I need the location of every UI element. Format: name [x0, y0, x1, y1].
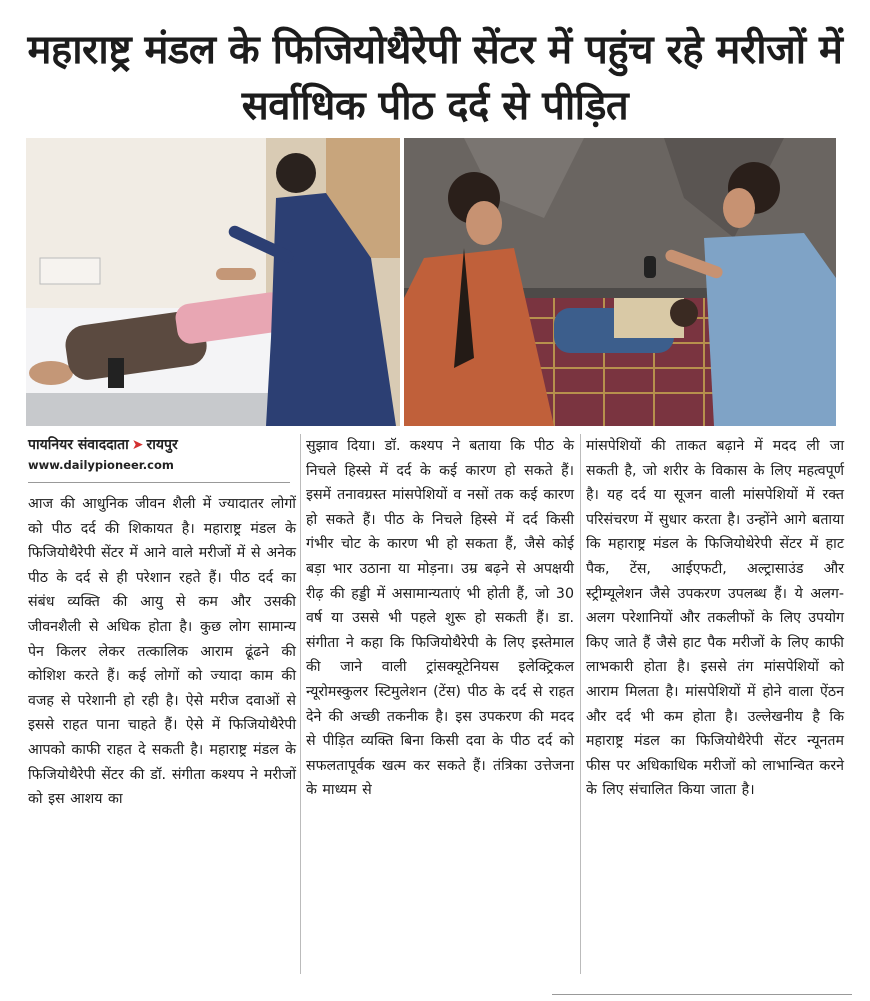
byline-arrow-icon: ➤ — [131, 437, 144, 453]
article-column-1: आज की आधुनिक जीवन शैली में ज्यादातर लोगों को पीठ दर्द की शिकायत है। महाराष्ट्र मंडल के फिजियोथैरेपी सेंटर में आने वाले मरीजों में से अनेक पीठ के दर्द से ही परेशान रहते हैं। पीठ दर्द का संबंध व्यक्ति की आयु से कम और उसकी जीवनशैली से अधिक होता है। कुछ लोग सामान्य पेन किलर लेकर तत्कालिक आराम ढूंढने की कोशिश करते हैं। कई लोगों को ज्यादा काम की वजह से परेशानी हो रही है। ऐसे मरीज दवाओं से इससे राहत पाना चाहते हैं। ऐसे में फिजियोथैरेपी आपको काफी राहत दे सकती है। महाराष्ट्र मंडल के फिजियोथैरेपी सेंटर की डॉ. संगीता कश्यप ने मरीजों को इस आशय का — [28, 496, 296, 808]
column-divider-1 — [300, 434, 301, 974]
byline-reporter: पायनियर संवाददाता — [28, 437, 129, 453]
column-divider-2 — [580, 434, 581, 974]
photo-therapists-child-treatment — [404, 138, 836, 426]
byline-city: रायपुर — [146, 437, 178, 453]
byline-website: www.dailypioneer.com — [28, 458, 174, 472]
article-headline: महाराष्ट्र मंडल के फिजियोथैरेपी सेंटर में पहुंच रहे मरीजों में सर्वाधिक पीठ दर्द से पीड़ित — [27, 27, 843, 129]
bottom-rule — [552, 994, 852, 995]
photo-therapist-back-treatment — [26, 138, 400, 426]
article-column-3: मांसपेशियों की ताकत बढ़ाने में मदद ली जा सकती है, जो शरीर के विकास के लिए महत्वपूर्ण है। यह दर्द या सूजन वाली मांसपेशियों में रक्त परिसंचरण में सुधार करता है। उन्होंने आगे बताया कि महाराष्ट्र मंडल के फिजियोथेरेपी सेंटर में हाट पैक, टेंस, आईएफटी, अल्ट्रासाउंड और स्ट्रीम्यूलेशन जैसे उपकरण उपलब्ध हैं। ये अलग-अलग परेशानियों और तकलीफों के लिए उपयोग किए जाते हैं जैसे हाट पैक मरीजों के लिए काफी लाभकारी होता है। इससे तंग मांसपेशियों को आराम मिलता है। मांसपेशियों में होने वाला ऐंठन और दर्द भी कम होता है। उल्लेखनीय है कि महाराष्ट्र मंडल का फिजियोथैरेपी सेंटर न्यूनतम फीस पर अधिकाधिक मरीजों को लाभान्वित करने के लिए संचालित किया जाता है। — [586, 438, 844, 799]
article-column-2: सुझाव दिया। डॉ. कश्यप ने बताया कि पीठ के निचले हिस्से में दर्द के कई कारण हो सकते हैं। इसमें तनावग्रस्त मांसपेशियों व नसों तक कई कारण हो सकते हैं। पीठ के निचले हिस्से में दर्द किसी गंभीर चोट के कारण भी हो सकता हैं, जैसे कोई बड़ा भार उठाना या मोड़ना। उम्र बढ़ने से अपक्षयी रीढ़ की हड्डी में असामान्यताएं भी होती हैं, जो 30 वर्ष या उससे भी पहले शुरू हो सकती हैं। डा. संगीता ने कहा कि फिजियोथैरेपी के लिए इस्तेमाल की जाने वाली ट्रांसक्यूटेनियस इलेक्ट्रिकल न्यूरोमस्कुलर स्टिमुलेशन (टेंस) पीठ के दर्द से राहत देने की अच्छी तकनीक है। इस उपकरण की मदद से पीड़ित व्यक्ति बिना किसी दवा के पीठ दर्द को सफलतापूर्वक खत्म कर सकते हैं। तंत्रिका उत्तेजना के माध्यम से — [306, 438, 574, 799]
byline — [28, 434, 290, 472]
byline-divider — [28, 482, 290, 483]
